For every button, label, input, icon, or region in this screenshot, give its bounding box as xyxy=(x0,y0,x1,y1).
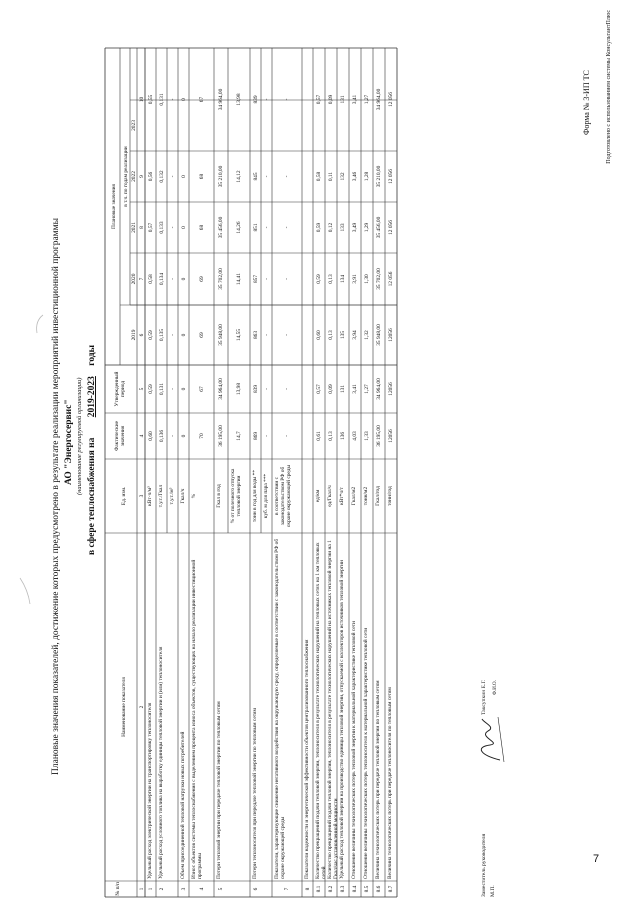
row-unit: Гкал/м2 xyxy=(350,486,357,506)
column-number: 2 xyxy=(139,705,145,709)
row-value-v2021: 0,57 xyxy=(147,222,154,233)
row-value-v2019: 1,32 xyxy=(364,330,370,340)
row-value-v2021: 133 xyxy=(340,223,346,232)
row-value-v2020: 857 xyxy=(252,274,259,284)
row-value-v2020: 0,58 xyxy=(147,274,154,284)
row-number: 5 xyxy=(218,887,224,891)
row-number: 8.5 xyxy=(364,885,370,893)
row-value-v2021: 0 xyxy=(180,226,187,229)
column-number: 5 xyxy=(139,387,145,391)
row-unit: в соответствии с законодательством РФ об охране окружающей среды xyxy=(273,464,292,528)
row-indicator-name: Потери теплоносителя при передаче тепловой энергии по тепловым сетям xyxy=(251,708,258,879)
row-value-v2022: 1,28 xyxy=(364,171,370,182)
header-2023: 2023 xyxy=(131,120,137,131)
row-value-v2022: 14,12 xyxy=(236,170,242,183)
row-value-v2023: 12 056 xyxy=(388,92,394,107)
row-value-v2021: - xyxy=(284,226,290,229)
row-value-v2020: 134 xyxy=(340,274,346,284)
row-value-approved: 1,27 xyxy=(364,384,370,394)
row-value-v2022: 0,56 xyxy=(147,171,154,182)
row-value-v2020: 35 702,00 xyxy=(218,268,224,290)
row-value-v2020: 0,134 xyxy=(158,272,165,286)
row-indicator-name: Удельный расход электрической энергии на транспортировку теплоносителя xyxy=(146,702,153,879)
row-value-v2020: - xyxy=(169,278,176,280)
row-value-v2022: 0,58 xyxy=(316,171,322,182)
row-value-v2019: 69 xyxy=(198,332,205,338)
row-value-fact: - xyxy=(284,435,290,437)
row-value-v2022: 12 056 xyxy=(388,169,394,184)
header-2021: 2021 xyxy=(131,222,137,233)
row-value-approved: 0,09 xyxy=(328,384,334,394)
row-value-v2022: 0 xyxy=(180,175,187,178)
row-value-approved: 34 964,00 xyxy=(376,378,382,400)
column-number: 10 xyxy=(139,96,145,103)
row-value-fact: 70 xyxy=(198,433,205,439)
row-value-v2020: 12 056 xyxy=(388,271,394,287)
row-value-v2021: 12 056 xyxy=(388,220,394,235)
row-value-approved: 13,98 xyxy=(236,382,242,396)
row-value-approved: 0,59 xyxy=(147,384,154,394)
row-unit: куб. м для пара *** xyxy=(262,473,269,519)
row-value-fact: 869 xyxy=(252,431,259,441)
row-value-v2022: 0,11 xyxy=(328,171,334,182)
row-number: 8.4 xyxy=(352,885,358,893)
row-value-v2022: - xyxy=(263,175,270,178)
document-title: Плановые значения показателей, достижение которых предусмотрено в результате реализации мероприятий инвестиционной программы xyxy=(51,217,61,775)
row-value-v2019: 14,55 xyxy=(236,328,242,342)
row-unit: ед/км xyxy=(314,489,321,503)
row-value-v2019: 0,135 xyxy=(158,328,165,342)
row-unit: т.у.т./м³ xyxy=(168,487,175,505)
row-number: 8.2 xyxy=(328,885,334,893)
row-value-v2021: - xyxy=(169,226,176,229)
row-value-fact: - xyxy=(169,435,176,437)
column-number: 1 xyxy=(139,887,145,891)
form-label: Форма № 3-ИП ТС xyxy=(582,70,591,135)
row-value-v2022: 0,132 xyxy=(158,170,165,183)
signer-name: Таксупкин Е.Г. xyxy=(481,679,487,715)
row-value-approved: 839 xyxy=(252,384,259,394)
header-approved: Утвержденный период xyxy=(114,371,127,407)
signature-mark xyxy=(470,715,510,765)
row-number: 7 xyxy=(284,887,290,891)
row-value-v2022: 35 210,00 xyxy=(218,165,224,188)
row-indicator-name: Удельный расход тепловой энергии на производство единицы тепловой энергии, отпускаемой с коллекторов источников тепловой энергии xyxy=(338,560,345,879)
row-indicator-name: Отношение величины технологических потерь тепловой энергии к материальной характеристике тепловой сети xyxy=(350,621,357,879)
row-value-v2019: - xyxy=(169,334,176,336)
row-value-v2019: 35 948,00 xyxy=(218,324,224,346)
row-unit: % xyxy=(190,493,197,499)
row-value-approved: - xyxy=(284,388,290,390)
row-value-v2020: - xyxy=(284,278,290,280)
signer-caption: Ф.И.О. xyxy=(493,680,498,695)
row-number: 1 xyxy=(147,887,154,891)
row-value-v2022: - xyxy=(169,175,176,178)
row-value-v2021: 35 456,00 xyxy=(376,216,382,239)
header-planned: Плановые значения xyxy=(111,184,117,230)
row-value-v2020: 14,41 xyxy=(236,272,242,286)
row-value-v2022: 132 xyxy=(340,172,346,181)
row-value-v2021: 0,133 xyxy=(158,221,165,234)
header-num: № п/п xyxy=(115,882,121,896)
header-fact: Фактические значения xyxy=(114,421,127,451)
row-value-v2023: - xyxy=(263,98,270,101)
row-value-v2021: 0,12 xyxy=(328,222,334,233)
organization-caption: (наименование регулируемой организации) xyxy=(76,377,83,495)
row-value-fact: 0 xyxy=(180,434,187,438)
row-value-v2023: 0,09 xyxy=(328,94,334,105)
column-number: 4 xyxy=(139,434,145,438)
row-value-v2021: 1,29 xyxy=(364,222,370,233)
row-value-v2023: 0 xyxy=(180,98,187,101)
header-name: Наименование показателя xyxy=(121,677,127,737)
row-number: 8.3 xyxy=(340,885,346,893)
row-indicator-name: Величина технологических потерь при передаче теплоносителя по тепловым сетям xyxy=(386,687,393,879)
row-value-approved: 12056 xyxy=(388,382,394,396)
row-value-approved: 3,41 xyxy=(352,384,358,394)
row-value-v2023: 34 964,00 xyxy=(376,88,382,111)
row-value-v2023: - xyxy=(169,98,176,101)
row-value-v2023: 0,57 xyxy=(316,94,322,105)
row-value-v2023: 839 xyxy=(252,95,259,104)
page-number: 7 xyxy=(593,853,600,865)
row-value-v2020: 69 xyxy=(198,276,205,282)
row-value-approved: 0,131 xyxy=(158,382,165,396)
row-value-fact: 1,33 xyxy=(364,431,370,441)
row-value-approved: 34 964,00 xyxy=(218,378,224,400)
row-value-v2020: 3,91 xyxy=(352,274,358,284)
row-value-fact: - xyxy=(263,435,270,437)
row-value-v2022: 68 xyxy=(198,173,205,180)
header-by-year: в т.ч. по годам реализации xyxy=(123,146,129,207)
row-value-v2019: 0,60 xyxy=(316,330,322,340)
row-value-v2021: 3,49 xyxy=(352,222,358,233)
row-value-v2020: 0 xyxy=(180,277,187,281)
row-value-v2021: 14,26 xyxy=(236,221,242,234)
row-value-v2021: 851 xyxy=(252,223,259,232)
row-value-approved: - xyxy=(169,388,176,390)
row-number: 3 xyxy=(180,887,187,891)
row-indicator-name: Количество прекращений подачи тепловой энергии, теплоносителя в результате технологических нарушений на источниках тепловой энергии на 1 Гкал/час установленной мощности xyxy=(326,540,339,879)
deputy-label: Заместитель руководителя xyxy=(481,833,487,897)
row-value-approved: - xyxy=(263,388,270,390)
header-unit: Ед. изм. xyxy=(121,486,127,506)
row-value-v2020: - xyxy=(263,278,270,280)
sphere-prefix: в сфере теплоснабжения на xyxy=(87,437,97,555)
row-value-fact: 0,13 xyxy=(328,431,334,441)
row-value-v2021: 0,59 xyxy=(316,222,322,233)
row-value-approved: 67 xyxy=(198,386,205,392)
row-value-v2019: 0 xyxy=(180,333,187,337)
row-number: 4 xyxy=(198,887,205,891)
row-value-fact: 0,61 xyxy=(316,431,322,441)
row-value-approved: 0 xyxy=(180,387,187,391)
row-value-v2022: 3,46 xyxy=(352,171,358,182)
years-value: 2019-2023 xyxy=(87,376,97,418)
row-value-fact: 0,136 xyxy=(158,429,165,443)
row-number: 6 xyxy=(252,887,259,891)
row-value-v2023: 0,131 xyxy=(158,93,165,106)
row-value-v2019: - xyxy=(263,334,270,336)
row-value-fact: 4,03 xyxy=(352,431,358,441)
row-value-v2023: 1,27 xyxy=(364,94,370,105)
row-value-v2022: 35 210,00 xyxy=(376,165,382,188)
header-2019: 2019 xyxy=(131,329,137,341)
row-unit: Гкал в год xyxy=(215,484,222,508)
row-unit: кВт·ч/м³ xyxy=(146,486,153,506)
row-unit: ед/Гкал/ч xyxy=(326,485,333,507)
row-value-fact: 14,7 xyxy=(236,431,242,441)
row-value-fact: 12056 xyxy=(388,429,394,443)
row-value-fact: 36 195,00 xyxy=(218,425,224,447)
row-value-v2023: 34 964,00 xyxy=(218,88,224,111)
column-number: 6 xyxy=(139,333,145,337)
row-value-v2019: 0,59 xyxy=(147,330,154,340)
row-unit: % от полезного отпуска тепловой энергии xyxy=(229,468,242,524)
column-number: 9 xyxy=(139,175,145,178)
row-value-v2023: 67 xyxy=(198,96,205,103)
row-value-v2022: - xyxy=(284,175,290,178)
row-indicator-name: Показатели надежности и энергетической эффективности объектов централизованного теплоснабжения xyxy=(303,639,310,879)
row-indicator-name: Отношение величины технологических потерь теплоносителя к материальной характеристике тепловой сети xyxy=(362,627,369,879)
row-value-v2021: - xyxy=(263,226,270,229)
row-value-v2020: 35 702,00 xyxy=(376,268,382,290)
row-unit: т.у.т./Гкал xyxy=(157,484,164,508)
row-value-v2019: - xyxy=(284,334,290,336)
years-suffix: годы xyxy=(87,344,97,366)
row-indicator-name: Количество прекращений подачи тепловой энергии, теплоносителя в результате технологических нарушений на тепловых сетях на 1 км тепловых сетей xyxy=(314,542,327,879)
row-value-approved: 0,57 xyxy=(316,384,322,394)
row-value-v2019: 863 xyxy=(252,330,259,340)
row-value-v2021: 68 xyxy=(198,224,205,231)
row-value-v2019: 12056 xyxy=(388,328,394,342)
row-value-v2021: 35 456,00 xyxy=(218,216,224,239)
row-indicator-name: Износ объектов системы теплоснабжения с выделением процента износа объектов, существующих на начало реализации инвестиционной программы xyxy=(190,559,203,879)
row-value-approved: 131 xyxy=(340,384,346,394)
organization-name: АО "Энергосервис" xyxy=(64,399,74,485)
row-unit: тонн/м2 xyxy=(362,486,369,506)
row-number: 8 xyxy=(304,887,311,891)
row-value-v2023: 0,55 xyxy=(147,94,154,105)
row-unit: Гкал/год xyxy=(374,486,381,506)
header-2022: 2022 xyxy=(131,171,137,182)
row-indicator-name: Потери тепловой энергии при передаче тепловой энергии по тепловым сетям xyxy=(215,701,222,879)
row-unit: кВт*ч/т xyxy=(338,487,345,505)
row-value-fact: 36 195,00 xyxy=(376,425,382,447)
column-number: 8 xyxy=(139,226,145,229)
stamp-place: М.П. xyxy=(490,885,496,897)
header-2020: 2020 xyxy=(131,273,137,285)
row-value-v2023: 3,41 xyxy=(352,94,358,105)
row-value-v2023: 13,98 xyxy=(236,93,242,106)
row-indicator-name: Величина технологических потерь при передаче тепловой энергии по тепловым сетям xyxy=(374,680,381,879)
row-indicator-name: Удельный расход условного топлива на выработку единицы тепловой энергии и (или) теплоносителя xyxy=(157,646,164,879)
row-indicator-name: Показатели, характеризующие снижение негативного воздействия на окружающую среду, определяемые в соответствии с законодательством РФ об охране окружающей среды xyxy=(273,538,286,879)
row-value-fact: 136 xyxy=(340,431,346,441)
row-value-v2019: 0,13 xyxy=(328,330,334,340)
row-value-fact: 0,60 xyxy=(147,431,154,441)
row-indicator-name: Объем присоединенной тепловой нагрузки новых потребителей xyxy=(179,731,186,879)
row-value-v2020: 0,13 xyxy=(328,274,334,284)
row-value-v2019: 3,94 xyxy=(352,330,358,340)
row-number: 2 xyxy=(158,887,165,891)
row-number: 8.6 xyxy=(376,885,382,893)
row-value-v2020: 1,30 xyxy=(364,274,370,284)
row-value-v2019: 35 948,00 xyxy=(376,324,382,346)
row-number: 8.7 xyxy=(388,885,394,893)
row-number: 8.1 xyxy=(316,885,322,893)
column-number: 3 xyxy=(139,494,145,498)
row-value-v2020: 0,59 xyxy=(316,274,322,284)
column-number: 7 xyxy=(139,277,145,281)
row-value-v2022: 845 xyxy=(252,172,259,181)
row-value-v2023: - xyxy=(284,98,290,101)
row-unit: тонн в год для воды ** xyxy=(251,469,258,523)
row-value-v2019: 135 xyxy=(340,330,346,340)
row-unit: Гкал/ч xyxy=(179,488,186,504)
row-unit: тонн/год xyxy=(386,486,393,506)
row-value-v2023: 131 xyxy=(340,95,346,104)
consultant-note: Подготовлено с использованием системы КонсультантПлюс xyxy=(606,10,612,164)
